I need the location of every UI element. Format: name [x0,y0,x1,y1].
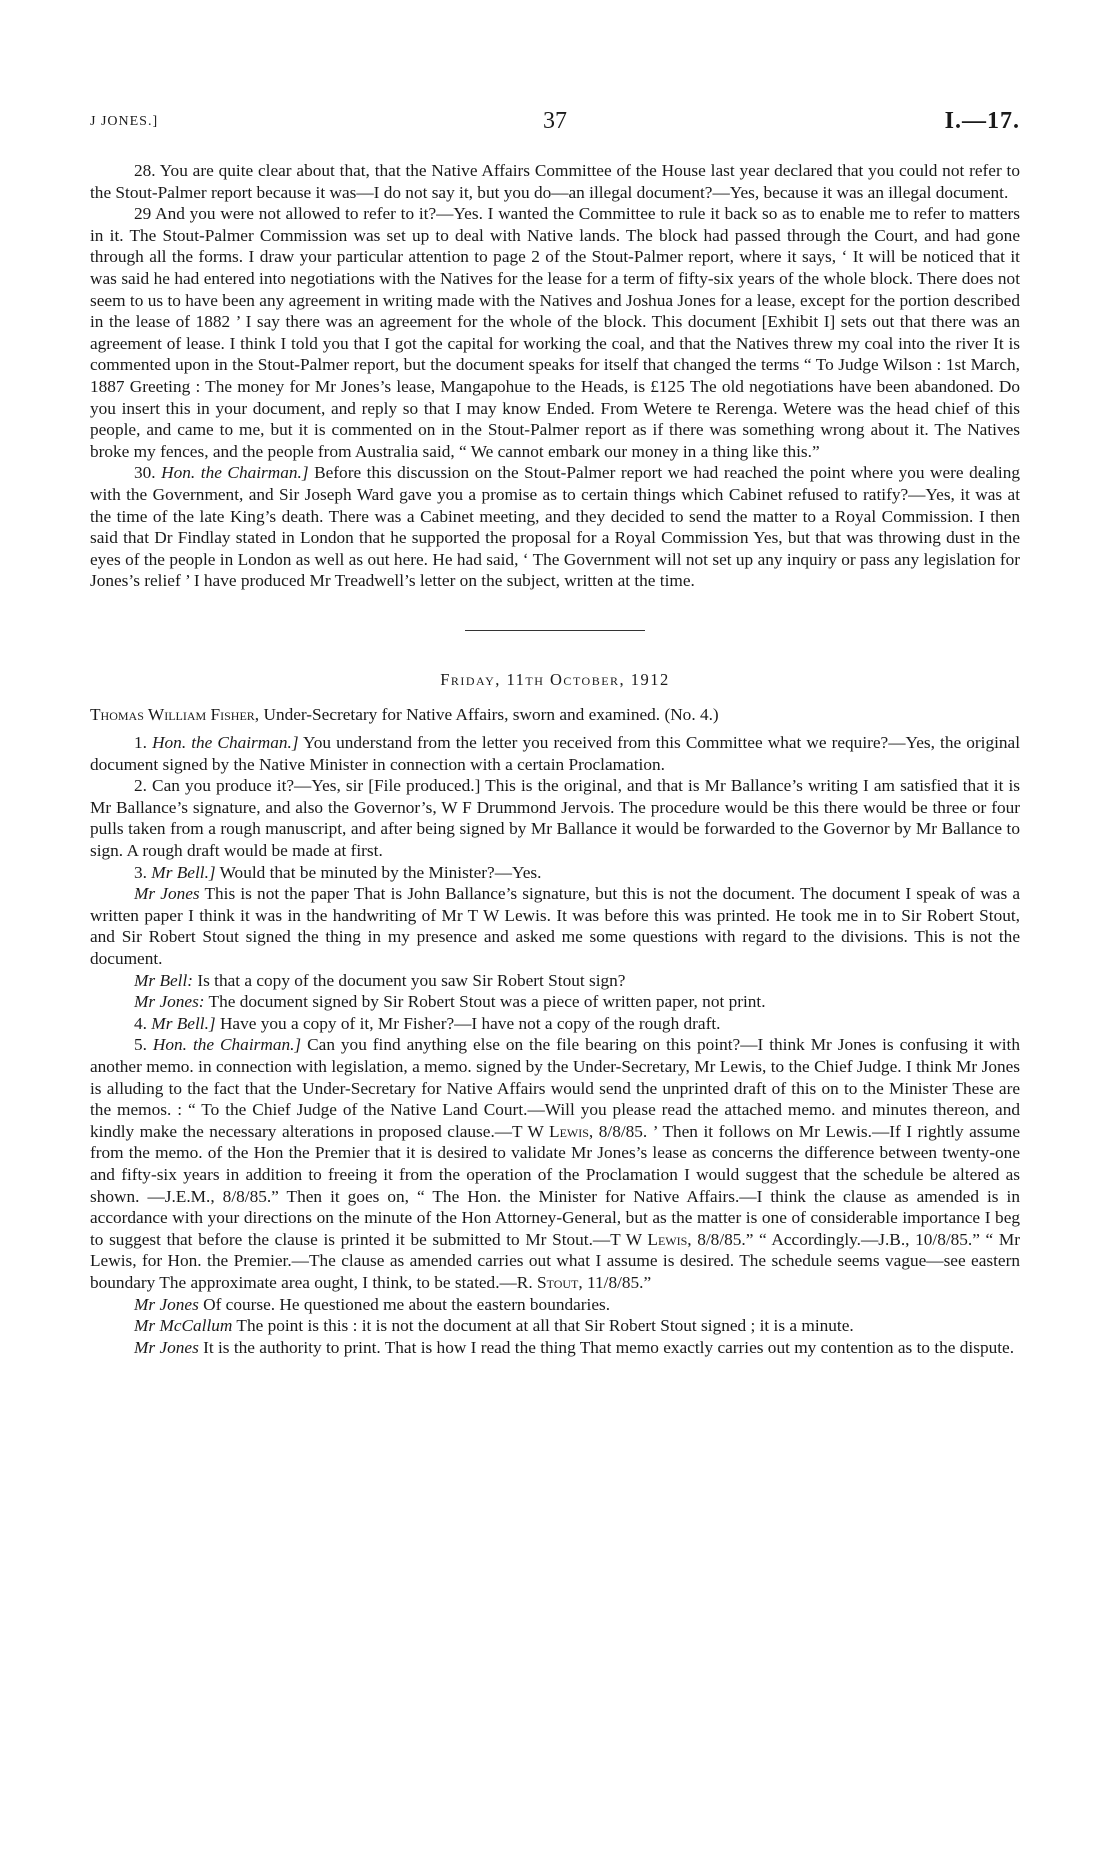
paragraph-jones-4 [90,1337,1020,1359]
q4-number: 4. [134,1013,147,1033]
series-number: I.—17. [944,108,1020,134]
q5-signature-stout: Stout [536,1272,579,1292]
jones-3-text: Of course. He questioned me about the eastern boundaries. [198,1294,611,1314]
q5-speaker: Hon. the Chairman.] [152,1035,302,1055]
paragraph-q5 [90,1034,1020,1293]
page-number: 37 [543,108,567,134]
paragraph-jones-3 [90,1294,1020,1316]
section-divider [465,630,645,631]
body-text [90,160,1020,1358]
q5-text-b: , 8/8/85. ’ Then it follows on Mr Lewis.—If I rightly assume from the memo. of the Hon the Premier that it is desired to validate Mr Jones’s lease as concerns the difference between twenty-one and fifty-six years in addition to freeing it from the operation of the Proclamation I would suggest that the schedule be altered as shown. —J.E.M., 8/8/85.” Then it goes on, “ The Hon. the Minister for Native Affairs.—I think the clause as amended is in accordance with your directions on the minute of the Hon Attorney-General, but as the matter is one of considerable importance I beg to suggest that before the clause is printed it be submitted to Mr Stout.—T W [90,1121,1021,1249]
jones-2-speaker: Mr Jones: [134,992,205,1012]
paragraph-mccallum [90,1315,1020,1337]
q30-speaker: Hon. the Chairman.] [161,463,309,483]
witness-name: Thomas William Fisher, [90,705,260,725]
q3-speaker: Mr Bell.] [151,862,216,882]
paragraph-jones-2 [90,991,1020,1013]
paragraph-jones-1 [90,883,1020,969]
q30-text: Before this discussion on the Stout-Palmer report we had reached the point where you were dealing with the Government, and Sir Joseph Ward gave you a promise as to certain things which Cabinet refused to ratify?—Yes, it was at the time of the late King’s death. There was a Cabinet meeting, and they decided to send the matter to a Royal Commission. I then said that Dr Findlay stated in London that he supported the proposal for a Royal Commission Yes, but that was throwing dust in the eyes of the people in London as well as out here. He had said, ‘ The Government will not set up any inquiry or pass any legislation for Jones’s relief ’ I have produced Mr Treadwell’s letter on the subject, written at the time. [90,463,1020,591]
paragraph-q1 [90,732,1020,775]
jones-1-speaker: Mr Jones [134,884,200,904]
mccallum-text: The point is this : it is not the document at all that Sir Robert Stout signed ; it is a minute. [232,1316,854,1336]
document-page [90,108,1020,1358]
paragraph-q2: 2. Can you produce it?—Yes, sir [File produced.] This is the original, and that is Mr Ballance’s writing I am satisfied that it is Mr Ballance’s signature, and also the Governor’s, W F Drummond Jervois. The procedure would be this there would be three or four pulls taken from a rough manuscript, and after being signed by Mr Ballance it would be forwarded to the Governor by Mr Ballance to sign. A rough draft would be made at first. [90,776,1020,861]
jones-4-speaker: Mr Jones [134,1337,199,1357]
bell-1-speaker: Mr Bell: [134,970,194,990]
q3-number: 3. [134,862,147,882]
jones-3-speaker: Mr Jones [134,1294,199,1314]
q30-number: 30. [134,463,156,483]
jones-1-text: This is not the paper That is John Ballance’s signature, but this is not the document. The document I speak of was a written paper I think it was in the handwriting of Mr T W Lewis. It was before this was printed. He took me in to Sir Robert Stout, and Sir Robert Stout signed the thing in my presence and asked me some questions with regard to the divisions. This is not the document. [90,884,1021,968]
session-date: Friday, 11th October, 1912 [440,669,670,689]
q5-number: 5. [134,1035,147,1055]
q5-signature-lewis-1: Lewis [549,1121,589,1141]
q1-text: You understand from the letter you received from this Committee what we require?—Yes, the original document signed by the Native Minister in connection with a certain Proclamation. [90,733,1020,774]
paragraph-q3 [90,862,1020,884]
running-head [90,108,1020,138]
paragraph-q30 [90,462,1020,592]
q1-number: 1. [134,733,147,753]
q3-text: Would that be minuted by the Minister?—Yes. [215,862,542,882]
mccallum-speaker: Mr McCallum [134,1316,233,1336]
paragraph-q28: 28. You are quite clear about that, that the Native Affairs Committee of the House last year declared that you could not refer to the Stout-Palmer report because it was—I do not say it, but you do—an illegal document?—Yes, because it was an illegal document. [90,161,1020,202]
paragraph-q29: 29 And you were not allowed to refer to it?—Yes. I wanted the Committee to rule it back so as to enable me to refer to matters in it. The Stout-Palmer Commission was set up to deal with Native lands. The block had passed through the Court, and had gone through all the forms. I draw your particular attention to page 2 of the Stout-Palmer report, where it says, ‘ It will be noticed that it was said he had entered into negotiations with the Natives for the lease for a term of fifty-six years of the whole block. There does not seem to us to have been any agreement in writing made with the Natives and Joshua Jones for a lease, except for the portion described in the lease of 1882 ’ I say there was an agreement for the whole of the block. This document [Exhibit I] sets out that there was an agreement of lease. I think I told you that I got the capital for working the coal, and that the Natives threw my coal into the river It is commented upon in the Stout-Palmer report, but the document speaks for itself that changed the terms “ To Judge Wilson : 1st March, 1887 Greeting : The money for Mr Jones’s lease, Mangapohue to the Heads, is £125 The old negotiations have been abandoned. Do you insert this in your document, and reply so that I may know Ended. From Wetere te Rerenga. Wetere was the head chief of this people, and came to me, but it is commented on in the Stout-Palmer report as if there was something wrong about it. The Natives broke my fences, and the people from Australia said, “ We cannot embark our money in a thing like this.” [90,204,1020,461]
paragraph-bell-1 [90,970,1020,992]
witness-heading [90,704,1020,726]
q1-speaker: Hon. the Chairman.] [152,733,299,753]
q4-text: Have you a copy of it, Mr Fisher?—I have not a copy of the rough draft. [215,1013,721,1033]
q5-text-d: , 11/8/85.” [578,1272,652,1292]
running-head-left: J JONES.] [90,114,159,129]
bell-1-text: Is that a copy of the document you saw Sir Robert Stout sign? [193,970,626,990]
q5-text-a: Can you find anything else on the file bearing on this point?—I think Mr Jones is confusing it with another memo. in connection with legislation, a memo. signed by the Under-Secretary, Mr Lewis, to the Chief Judge. I think Mr Jones is alluding to the fact that the Under-Secretary for Native Affairs would send the unprinted draft of this on to the Minister These are the memos. : “ To the Chief Judge of the Native Land Court.—Will you please read the attached memo. and minutes thereon, and kindly make the necessary alterations in proposed clause.—T W [90,1035,1020,1141]
q5-text-c: , 8/8/85.” “ Accordingly.—J.B., 10/8/85.” “ Mr Lewis, for Hon. the Premier.—The clause as amended carries out what I assume is desired. The schedule seems vague—see eastern boundary The approximate area ought, I think, to be stated.—R. [90,1229,1020,1292]
q4-speaker: Mr Bell.] [151,1013,216,1033]
jones-4-text: It is the authority to print. That is how I read the thing That memo exactly carries out my contention as to the dispute. [198,1337,1015,1357]
jones-2-text: The document signed by Sir Robert Stout was a piece of written paper, not print. [204,992,766,1012]
q5-signature-lewis-2: Lewis [647,1229,688,1249]
witness-description: Under-Secretary for Native Affairs, sworn and examined. (No. 4.) [259,705,719,725]
paragraph-q4 [90,1013,1020,1035]
